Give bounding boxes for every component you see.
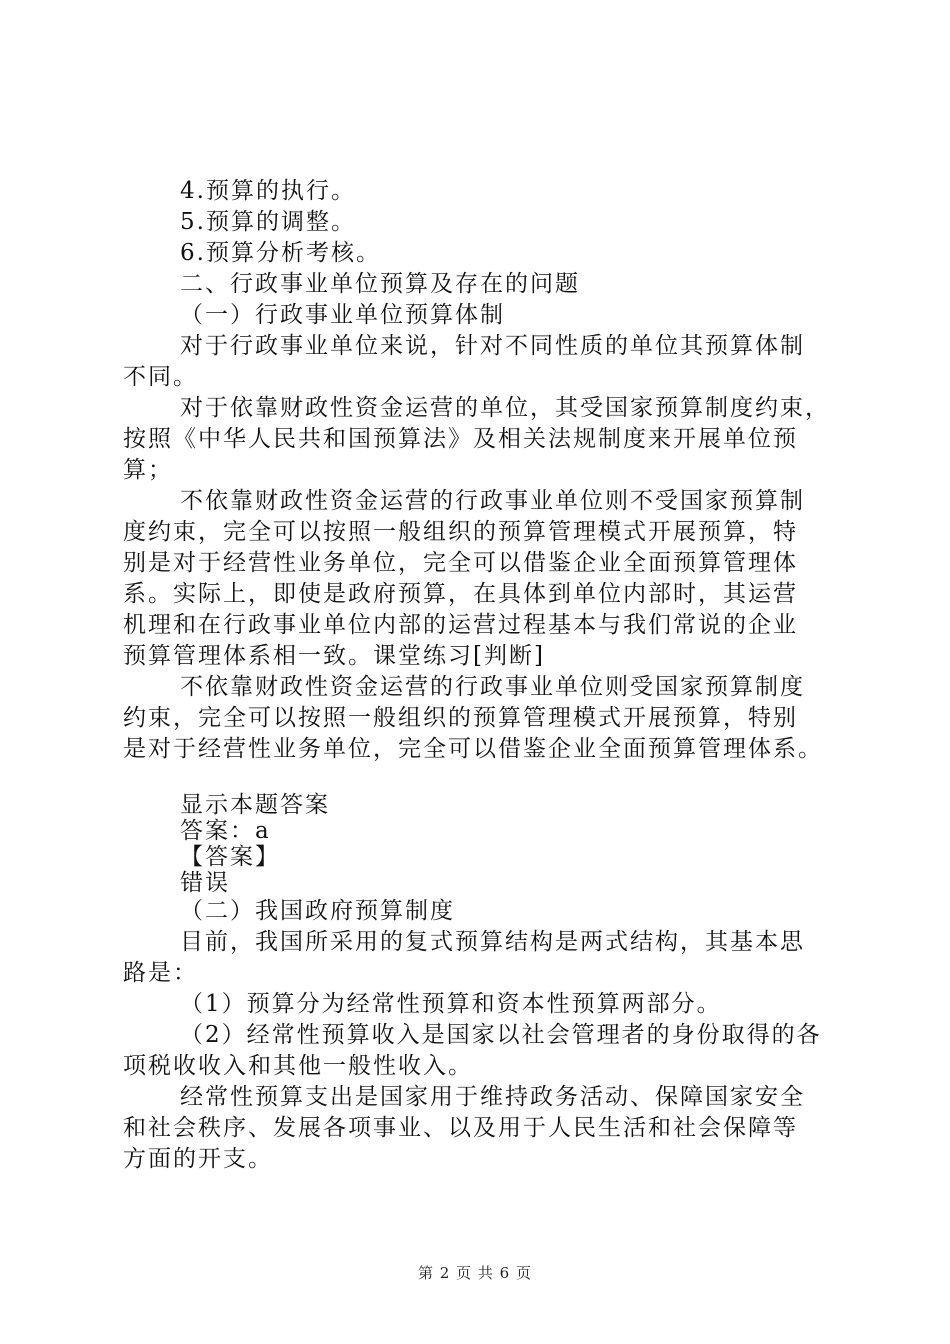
document-body bbox=[123, 176, 833, 1175]
exercise-question-line: 是对于经营性业务单位，完全可以借鉴企业全面预算管理体系。 bbox=[123, 736, 823, 762]
answer-label: 【答案】 bbox=[180, 844, 280, 870]
paragraph-line: 预算管理体系相一致。课堂练习[判断] bbox=[123, 643, 545, 669]
list-item-budget-analysis: 6.预算分析考核。 bbox=[180, 240, 381, 266]
exercise-question-line: 约束，完全可以按照一般组织的预算管理模式开展预算，特别 bbox=[123, 705, 798, 731]
paragraph-line: 系。实际上，即使是政府预算，在具体到单位内部时，其运营 bbox=[123, 581, 798, 607]
paragraph-line: 项税收收入和其他一般性收入。 bbox=[123, 1053, 473, 1079]
page-number-footer: 第 2 页 共 6 页 bbox=[418, 1264, 532, 1282]
paragraph-line: 按照《中华人民共和国预算法》及相关法规制度来开展单位预 bbox=[123, 426, 798, 452]
paragraph-line: 路是： bbox=[123, 960, 198, 986]
paragraph-line: 对于行政事业单位来说，针对不同性质的单位其预算体制 bbox=[180, 333, 805, 359]
section-heading-2: 二、行政事业单位预算及存在的问题 bbox=[180, 271, 580, 297]
list-item-1: （1）预算分为经常性预算和资本性预算两部分。 bbox=[180, 991, 722, 1017]
list-item-2: （2）经常性预算收入是国家以社会管理者的身份取得的各 bbox=[180, 1022, 822, 1048]
paragraph-line: 和社会秩序、发展各项事业、以及用于人民生活和社会保障等 bbox=[123, 1115, 798, 1141]
paragraph-line: 机理和在行政事业单位内部的运营过程基本与我们常说的企业 bbox=[123, 612, 798, 638]
subsection-heading-2: （二）我国政府预算制度 bbox=[180, 898, 455, 924]
paragraph-line: 对于依靠财政性资金运营的单位，其受国家预算制度约束， bbox=[180, 395, 830, 421]
paragraph-line: 不依靠财政性资金运营的行政事业单位则不受国家预算制 bbox=[180, 488, 805, 514]
paragraph-line: 经常性预算支出是国家用于维持政务活动、保障国家安全 bbox=[180, 1084, 805, 1110]
list-item-budget-adjustment: 5.预算的调整。 bbox=[180, 209, 356, 235]
paragraph-line: 不同。 bbox=[123, 364, 198, 390]
subsection-heading-1: （一）行政事业单位预算体制 bbox=[180, 302, 505, 328]
answer-line: 答案：a bbox=[180, 818, 271, 844]
list-item-budget-execution: 4.预算的执行。 bbox=[180, 178, 356, 204]
exercise-question-line: 不依靠财政性资金运营的行政事业单位则受国家预算制度 bbox=[180, 674, 805, 700]
show-answer-text: 显示本题答案 bbox=[180, 792, 330, 818]
answer-value: 错误 bbox=[180, 870, 230, 896]
paragraph-line: 算； bbox=[123, 457, 173, 483]
paragraph-line: 方面的开支。 bbox=[123, 1146, 273, 1172]
paragraph-line: 度约束，完全可以按照一般组织的预算管理模式开展预算，特 bbox=[123, 519, 798, 545]
blank-line bbox=[123, 765, 833, 792]
paragraph-line: 目前，我国所采用的复式预算结构是两式结构，其基本思 bbox=[180, 929, 805, 955]
paragraph-line: 别是对于经营性业务单位，完全可以借鉴企业全面预算管理体 bbox=[123, 550, 798, 576]
